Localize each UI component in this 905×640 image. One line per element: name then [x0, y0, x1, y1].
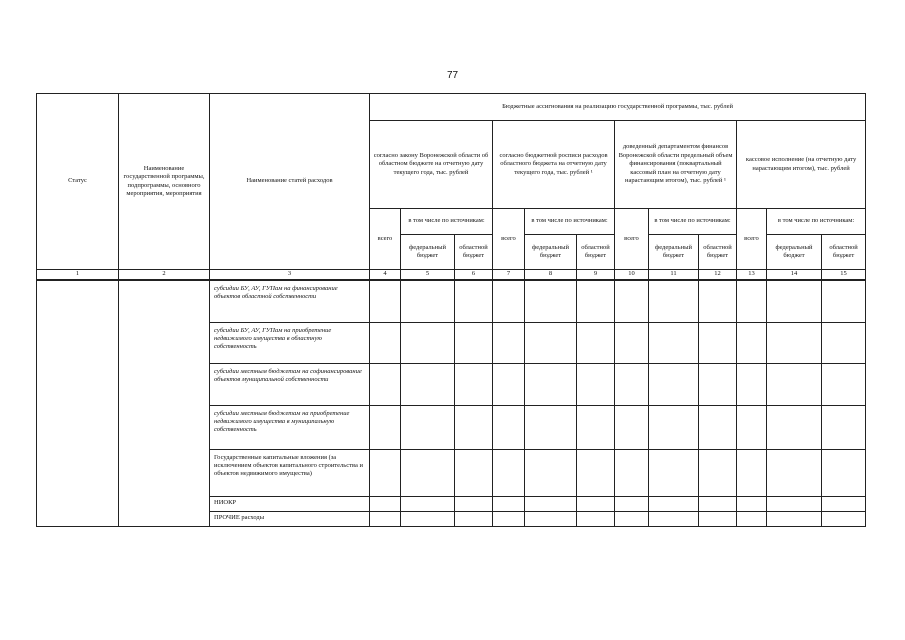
value-cell: [577, 363, 615, 405]
page-number: 77: [446, 70, 459, 81]
value-cell: [370, 363, 401, 405]
value-cell: [615, 496, 649, 511]
value-cell: [737, 405, 767, 449]
value-cell: [525, 511, 577, 526]
column-number: 3: [210, 270, 370, 281]
value-cell: [767, 280, 822, 322]
value-cell: [370, 496, 401, 511]
column-number: 8: [525, 270, 577, 281]
value-cell: [525, 322, 577, 363]
column-number: 14: [767, 270, 822, 281]
header-total: всего: [615, 209, 649, 270]
value-cell: [737, 511, 767, 526]
value-cell: [493, 449, 525, 496]
value-cell: [822, 405, 866, 449]
value-cell: [493, 322, 525, 363]
value-cell: [493, 363, 525, 405]
value-cell: [822, 363, 866, 405]
value-cell: [370, 280, 401, 322]
header-total: всего: [737, 209, 767, 270]
header-including-sources: в том числе по источникам:: [767, 209, 866, 235]
value-cell: [699, 363, 737, 405]
header-regional: областной бюджет: [822, 235, 866, 270]
column-number: 4: [370, 270, 401, 281]
header-including-sources: в том числе по источникам:: [401, 209, 493, 235]
header-total: всего: [370, 209, 401, 270]
header-status: Статус: [37, 94, 119, 270]
expense-item-label: НИОКР: [210, 496, 370, 511]
value-cell: [401, 363, 455, 405]
header-budget-allocations: Бюджетные ассигнования на реализацию государственной программы, тыс. рублей: [370, 94, 866, 121]
value-cell: [767, 322, 822, 363]
value-cell: [455, 405, 493, 449]
value-cell: [822, 496, 866, 511]
value-cell: [455, 496, 493, 511]
value-cell: [525, 280, 577, 322]
value-cell: [699, 449, 737, 496]
value-cell: [649, 405, 699, 449]
value-cell: [455, 280, 493, 322]
header-total: всего: [493, 209, 525, 270]
expense-item-label: субсидии местным бюджетам на приобретение недвижимого имущества в муниципальную собственность: [210, 405, 370, 449]
value-cell: [649, 280, 699, 322]
expense-item-label: субсидии местным бюджетам на софинансирование объектов муниципальной собственности: [210, 363, 370, 405]
value-cell: [737, 449, 767, 496]
table-row: [37, 280, 866, 322]
value-cell: [699, 496, 737, 511]
value-cell: [525, 496, 577, 511]
column-number: 10: [615, 270, 649, 281]
value-cell: [577, 511, 615, 526]
value-cell: [577, 280, 615, 322]
value-cell: [577, 322, 615, 363]
header-group-law: согласно закону Воронежской области об областном бюджете на отчетную дату текущего года, тыс. рублей: [370, 121, 493, 209]
value-cell: [822, 511, 866, 526]
value-cell: [401, 322, 455, 363]
value-cell: [822, 322, 866, 363]
value-cell: [767, 496, 822, 511]
value-cell: [401, 496, 455, 511]
value-cell: [493, 405, 525, 449]
budget-table: [36, 93, 866, 527]
value-cell: [370, 511, 401, 526]
value-cell: [649, 449, 699, 496]
header-expense-items: Наименование статей расходов: [210, 94, 370, 270]
value-cell: [577, 449, 615, 496]
value-cell: [615, 449, 649, 496]
column-number: 9: [577, 270, 615, 281]
value-cell: [577, 496, 615, 511]
value-cell: [699, 280, 737, 322]
value-cell: [525, 363, 577, 405]
value-cell: [577, 405, 615, 449]
header-group-cash-execution: кассовое исполнение (на отчетную дату нарастающим итогом), тыс. рублей: [737, 121, 866, 209]
column-number: 15: [822, 270, 866, 281]
expense-item-label: Государственные капитальные вложения (за исключением объектов капитального строительства и объектов недвижимого имущества): [210, 449, 370, 496]
value-cell: [401, 280, 455, 322]
column-number: 6: [455, 270, 493, 281]
value-cell: [615, 322, 649, 363]
value-cell: [615, 405, 649, 449]
header-including-sources: в том числе по источникам:: [649, 209, 737, 235]
header-federal: федеральный бюджет: [525, 235, 577, 270]
header-regional: областной бюджет: [455, 235, 493, 270]
value-cell: [525, 405, 577, 449]
column-number: 11: [649, 270, 699, 281]
value-cell: [767, 449, 822, 496]
column-number: 7: [493, 270, 525, 281]
value-cell: [370, 405, 401, 449]
header-regional: областной бюджет: [699, 235, 737, 270]
value-cell: [649, 511, 699, 526]
value-cell: [455, 449, 493, 496]
expense-item-label: ПРОЧИЕ расходы: [210, 511, 370, 526]
expense-item-label: субсидии БУ, АУ, ГУПам на приобретение недвижимого имущества в областную собственность: [210, 322, 370, 363]
value-cell: [737, 280, 767, 322]
expense-item-label: субсидии БУ, АУ, ГУПам на финансирование объектов областной собственности: [210, 280, 370, 322]
value-cell: [455, 322, 493, 363]
value-cell: [401, 449, 455, 496]
value-cell: [649, 496, 699, 511]
header-federal: федеральный бюджет: [767, 235, 822, 270]
value-cell: [737, 496, 767, 511]
value-cell: [455, 511, 493, 526]
value-cell: [370, 449, 401, 496]
column-number-row: [37, 270, 866, 281]
value-cell: [737, 363, 767, 405]
value-cell: [822, 449, 866, 496]
column-number: 5: [401, 270, 455, 281]
value-cell: [767, 511, 822, 526]
value-cell: [822, 280, 866, 322]
header-federal: федеральный бюджет: [649, 235, 699, 270]
value-cell: [615, 280, 649, 322]
status-cell: [37, 280, 119, 526]
value-cell: [525, 449, 577, 496]
value-cell: [401, 405, 455, 449]
value-cell: [767, 405, 822, 449]
value-cell: [493, 511, 525, 526]
value-cell: [370, 322, 401, 363]
header-group-schedule: согласно бюджетной росписи расходов областного бюджета на отчетную дату текущего года, тыс. рублей ¹: [493, 121, 615, 209]
value-cell: [493, 280, 525, 322]
header-group-finance-limit: доведенный департаментом финансов Воронежской области предельный объем финансирования (поквартальный кассовый план на отчетную дату нарастающим итогом), тыс. рублей ¹: [615, 121, 737, 209]
header-including-sources: в том числе по источникам:: [525, 209, 615, 235]
header-regional: областной бюджет: [577, 235, 615, 270]
value-cell: [615, 511, 649, 526]
value-cell: [649, 363, 699, 405]
value-cell: [737, 322, 767, 363]
column-number: 1: [37, 270, 119, 281]
value-cell: [493, 496, 525, 511]
value-cell: [699, 322, 737, 363]
header-federal: федеральный бюджет: [401, 235, 455, 270]
value-cell: [401, 511, 455, 526]
column-number: 2: [119, 270, 210, 281]
value-cell: [699, 511, 737, 526]
value-cell: [767, 363, 822, 405]
value-cell: [699, 405, 737, 449]
value-cell: [615, 363, 649, 405]
program-name-cell: [119, 280, 210, 526]
value-cell: [649, 322, 699, 363]
column-number: 12: [699, 270, 737, 281]
value-cell: [455, 363, 493, 405]
column-number: 13: [737, 270, 767, 281]
header-program-name: Наименование государственной программы, подпрограммы, основного мероприятия, мероприятия: [119, 94, 210, 270]
